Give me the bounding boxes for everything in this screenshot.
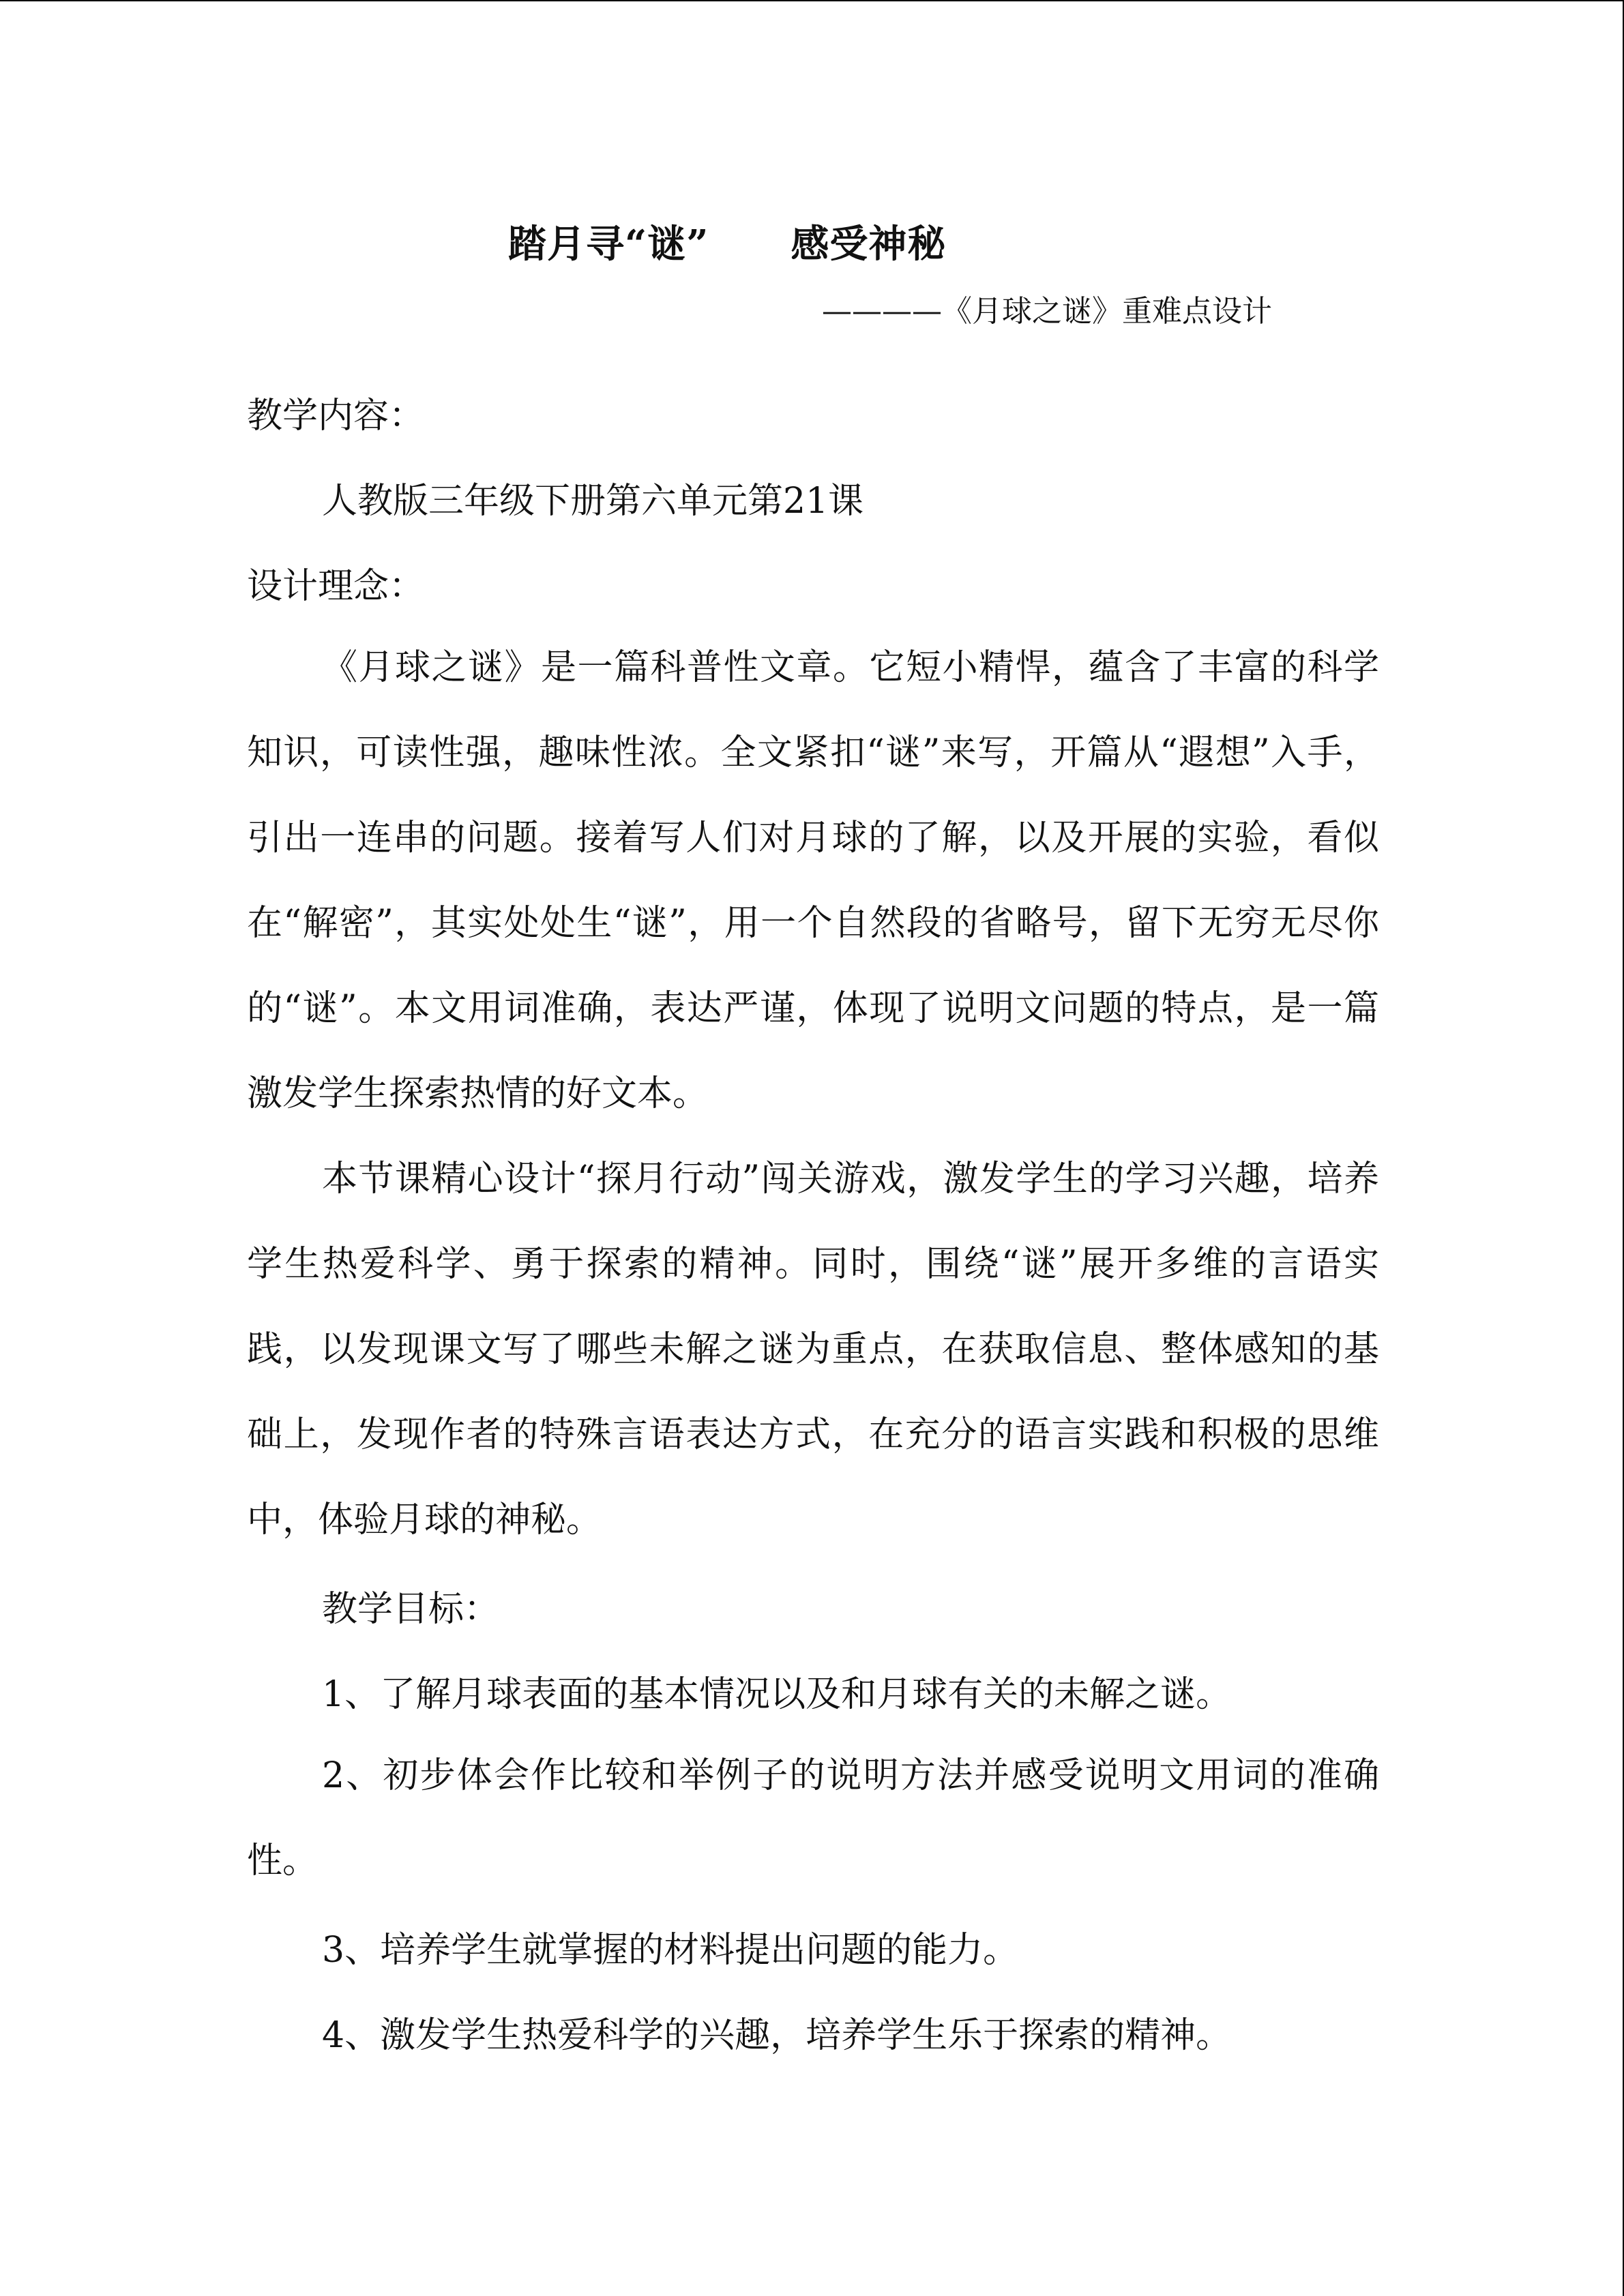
- goal-item-3: 3、培养学生就掌握的材料提出问题的能力。: [322, 1930, 1019, 1971]
- goal-item-1: 1、了解月球表面的基本情况以及和月球有关的未解之谜。: [322, 1674, 1232, 1715]
- concept-paragraph-1: 《月球之谜》是一篇科普性文章。它短小精悍，蕴含了丰富的科学知识，可读性强，趣味性浓。全文紧扣“谜”来写，开篇从“遐想”入手，引出一连串的问题。接着写人们对月球的了解，以及开展的实验，看似在“解密”，其实处处生“谜”，用一个自然段的省略号，留下无穷无尽你的“谜”。本文用词准确，表达严谨，体现了说明文问题的特点，是一篇激发学生探索热情的好文本。: [247, 647, 1379, 1114]
- concept-paragraph-2: 本节课精心设计“探月行动”闯关游戏，激发学生的学习兴趣，培养学生热爱科学、勇于探索的精神。同时，围绕“谜”展开多维的言语实践，以发现课文写了哪些未解之谜为重点，在获取信息、整体感知的基础上，发现作者的特殊言语表达方式，在充分的语言实践和积极的思维中，体验月球的神秘。: [247, 1159, 1379, 1540]
- title-part-2: 感受神秘: [791, 222, 947, 267]
- goals-heading: 教学目标：: [322, 1589, 500, 1630]
- title-part-1: 踏月寻“谜”: [508, 222, 709, 267]
- goal-item-2: 2、初步体会作比较和举例子的说明方法并感受说明文用词的准确性。: [247, 1755, 1379, 1881]
- content-text: 人教版三年级下册第六单元第21课: [322, 481, 864, 522]
- concept-heading: 设计理念：: [247, 566, 425, 607]
- goal-item-4: 4、激发学生热爱科学的兴趣，培养学生乐于探索的精神。: [322, 2015, 1232, 2056]
- document-subtitle: ————《月球之谜》重难点设计: [822, 294, 1272, 329]
- document-title: [508, 214, 946, 269]
- content-heading: 教学内容：: [247, 396, 425, 436]
